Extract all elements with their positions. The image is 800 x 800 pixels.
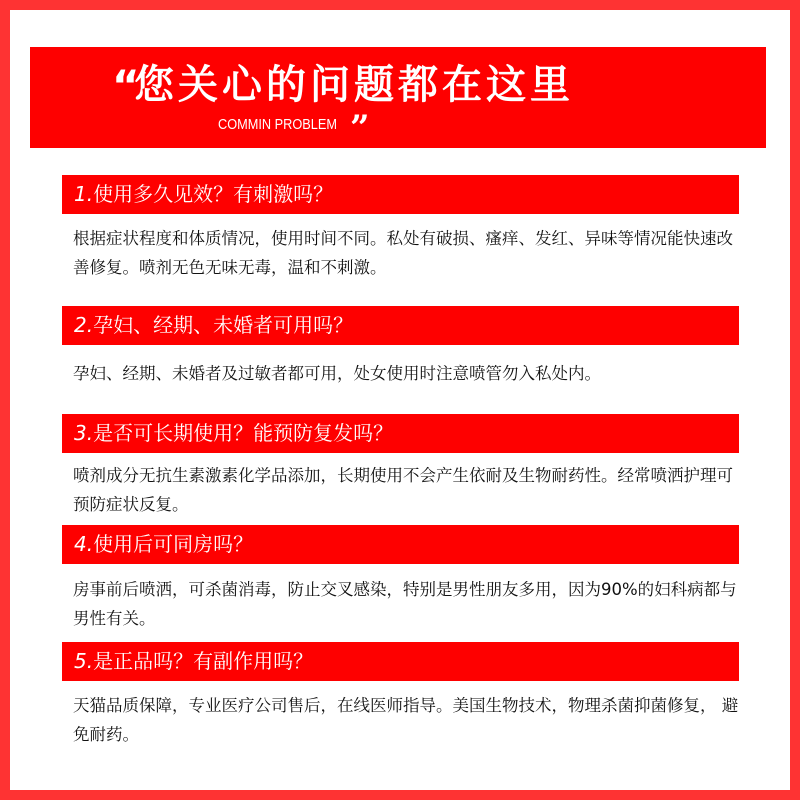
question-number: 1.	[74, 182, 94, 206]
open-quote-icon: “	[112, 61, 140, 110]
faq-answer-3: 喷剂成分无抗生素激素化学品添加，长期使用不会产生依耐及生物耐药性。经常喷洒护理可预防症状反复。	[73, 466, 733, 514]
faq-question-4	[62, 525, 739, 564]
faq-answer-1: 根据症状程度和体质情况，使用时间不同。私处有破损、瘙痒、发红、异味等情况能快速改善修复。喷剂无色无味无毒，温和不刺激。	[73, 229, 733, 277]
faq-answer-5: 天猫品质保障，专业医疗公司售后，在线医师指导。美国生物技术，物理杀菌抑菌修复， 避免耐药。	[73, 696, 739, 744]
faq-question-3	[62, 414, 739, 453]
question-text: 使用多久见效？有刺激吗？	[93, 182, 334, 206]
question-number: 5.	[74, 649, 94, 673]
question-text: 是否可长期使用？能预防复发吗？	[93, 421, 394, 445]
close-quote-icon: ”	[350, 108, 370, 148]
question-number: 4.	[74, 532, 94, 556]
faq-answer-4: 房事前后喷洒，可杀菌消毒，防止交叉感染，特别是男性朋友多用，因为90%的妇科病都与男性有关。	[73, 580, 737, 628]
page-subtitle: COMMIN PROBLEM	[218, 116, 338, 133]
question-number: 3.	[74, 421, 94, 445]
question-number: 2.	[74, 313, 94, 337]
header-banner	[30, 47, 766, 148]
faq-answer-2: 孕妇、经期、未婚者及过敏者都可用，处女使用时注意喷管勿入私处内。	[73, 364, 601, 383]
question-text: 使用后可同房吗？	[93, 532, 254, 556]
faq-question-2	[62, 306, 739, 345]
question-text: 是正品吗？有副作用吗？	[93, 649, 314, 673]
question-text: 孕妇、经期、未婚者可用吗？	[93, 313, 354, 337]
faq-question-5	[62, 642, 739, 681]
faq-question-1	[62, 175, 739, 214]
page-title: 您关心的问题都在这里	[134, 62, 574, 108]
